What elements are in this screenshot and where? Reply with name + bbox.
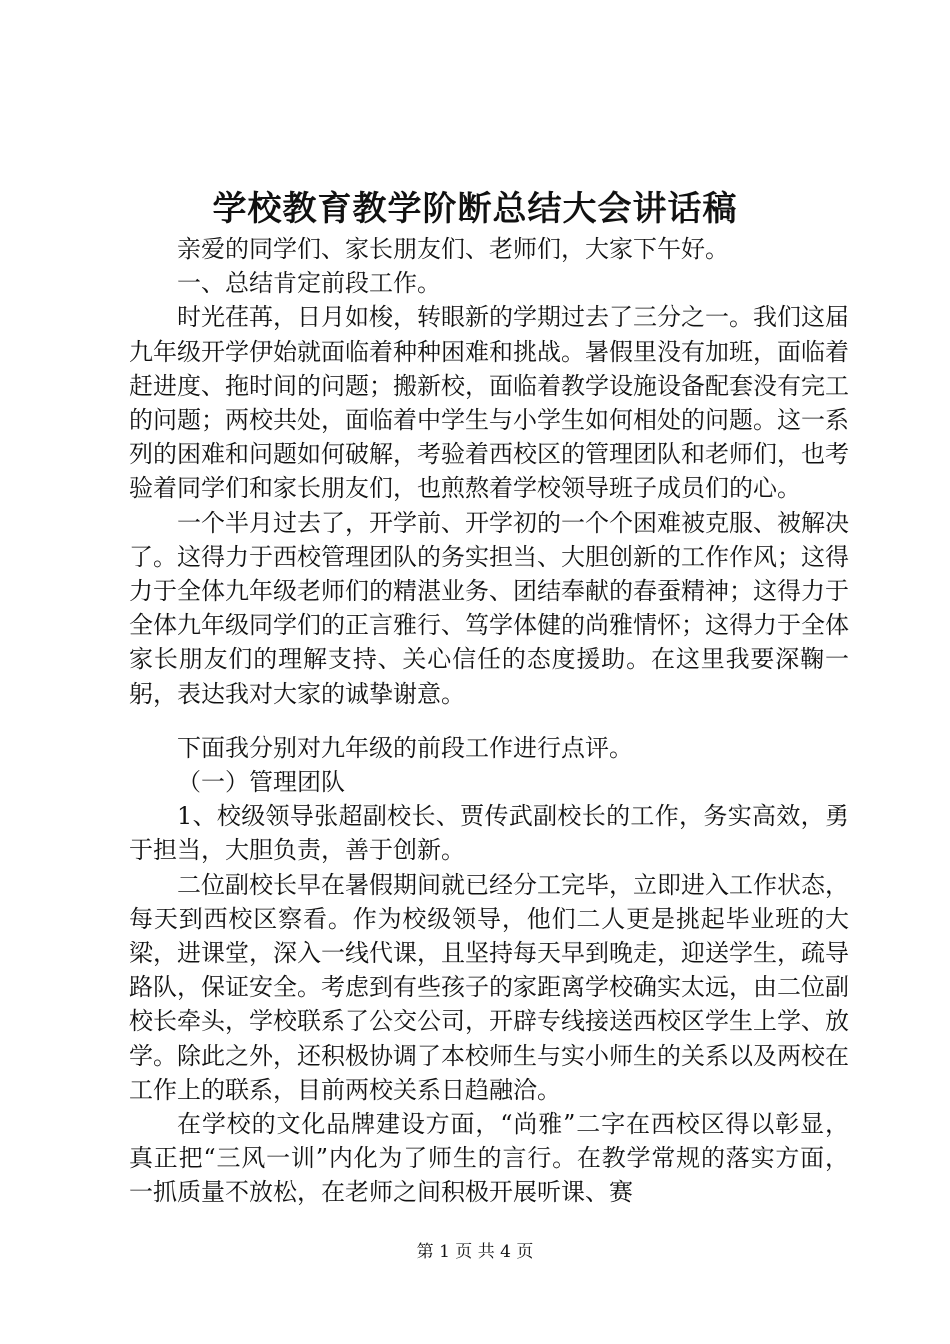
paragraph-challenges: 时光荏苒，日月如梭，转眼新的学期过去了三分之一。我们这届九年级开学伊始就面临着种种困难和挑战。暑假里没有加班，面临着赶进度、拖时间的问题；搬新校，面临着教学设施设备配套没有完工的问题；两校共处，面临着中学生与小学生如何相处的问题。这一系列的困难和问题如何破解，考验着西校区的管理团队和老师们，也考验着同学们和家长朋友们，也煎熬着学校领导班子成员们的心。 [129, 303, 849, 503]
paragraph-review-intro: 下面我分别对九年级的前段工作进行点评。 [177, 733, 633, 762]
paragraph-thanks: 一个半月过去了，开学前、开学初的一个个困难被克服、被解决了。这得力于西校管理团队的务实担当、大胆创新的工作作风；这得力于全体九年级老师们的精湛业务、团结奉献的春蚕精神；这得力于全体九年级同学们的正言雅行、笃学体健的尚雅情怀；这得力于全体家长朋友们的理解支持、关心信任的态度援助。在这里我要深鞠一躬，表达我对大家的诚挚谢意。 [129, 508, 849, 708]
document-body [129, 232, 849, 1210]
paragraph-subheading-management: （一）管理团队 [177, 768, 345, 797]
page-footer: 第 1 页 共 4 页 [416, 1242, 534, 1262]
paragraph-culture-brand: 在学校的文化品牌建设方面，“尚雅”二字在西校区得以彰显，真正把“三风一训”内化为了师生的言行。在教学常规的落实方面，一抓质量不放松，在老师之间积极开展听课、赛 [129, 1110, 849, 1207]
paragraph-section-heading: 一、总结肯定前段工作。 [177, 269, 441, 298]
paragraph-leaders: 1、校级领导张超副校长、贾传武副校长的工作，务实高效，勇于担当，大胆负责，善于创新。 [129, 802, 849, 865]
paragraph-greeting: 亲爱的同学们、家长朋友们、老师们，大家下午好。 [177, 235, 729, 263]
paragraph-vice-principals: 二位副校长早在暑假期间就已经分工完毕，立即进入工作状态，每天到西校区察看。作为校级领导，他们二人更是挑起毕业班的大梁，进课堂，深入一线代课，且坚持每天早到晚走，迎送学生，疏导路队，保证安全。考虑到有些孩子的家距离学校确实太远，由二位副校长牵头，学校联系了公交公司，开辟专线接送西校区学生上学、放学。除此之外，还积极协调了本校师生与实小师生的关系以及两校在工作上的联系，目前两校关系日趋融洽。 [129, 870, 849, 1104]
document-title: 学校教育教学阶断总结大会讲话稿 [212, 189, 738, 229]
